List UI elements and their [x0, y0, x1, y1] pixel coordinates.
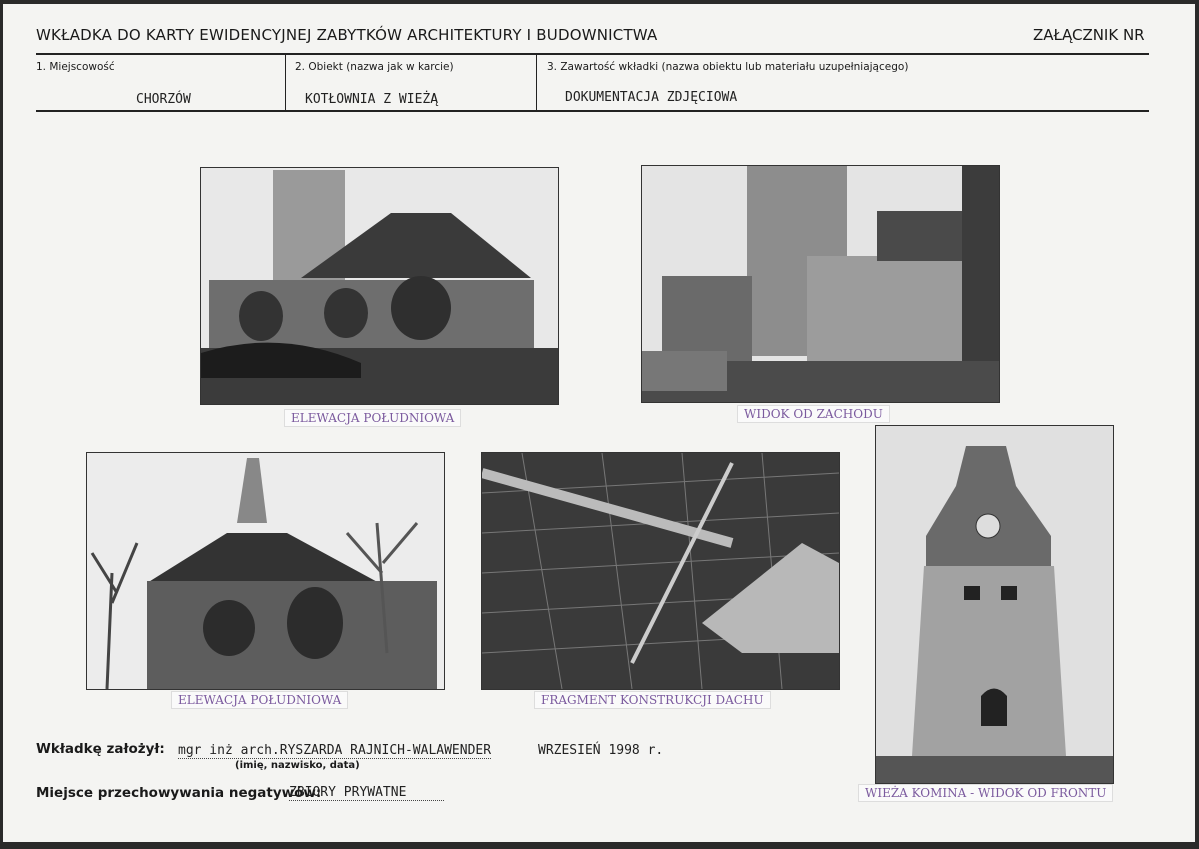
photo-south-elevation-1 — [200, 167, 559, 405]
photo-caption: WIEŻA KOMINA - WIDOK OD FRONTU — [858, 784, 1113, 802]
record-card-insert — [3, 4, 1195, 842]
photo-caption: WIDOK OD ZACHODU — [737, 405, 890, 423]
photo-caption: ELEWACJA POŁUDNIOWA — [171, 691, 348, 709]
place-label: 1. Miejscowość — [36, 61, 115, 73]
divider — [285, 54, 286, 110]
content-value: DOKUMENTACJA ZDJĘCIOWA — [565, 90, 738, 105]
negatives-value: ZBIORY PRYWATNE — [289, 785, 444, 801]
author-label: Wkładkę założył: — [36, 741, 165, 757]
photo-west-view — [641, 165, 1000, 403]
photo-south-elevation-2 — [86, 452, 445, 690]
date-value: WRZESIEŃ 1998 r. — [538, 743, 664, 758]
photo-caption: FRAGMENT KONSTRUKCJI DACHU — [534, 691, 771, 709]
object-value: KOTŁOWNIA Z WIEŻĄ — [305, 92, 439, 107]
divider — [536, 54, 537, 110]
object-label: 2. Obiekt (nazwa jak w karcie) — [295, 61, 454, 73]
negatives-label: Miejsce przechowywania negatywów: — [36, 785, 322, 801]
document-title: WKŁADKA DO KARTY EWIDENCYJNEJ ZABYTKÓW ARCHITEKTURY I BUDOWNICTWA — [36, 26, 658, 44]
author-value: mgr inż arch.RYSZARDA RAJNICH-WALAWENDER — [178, 743, 492, 758]
annex-label: ZAŁĄCZNIK NR — [1033, 26, 1145, 44]
divider — [36, 53, 1149, 55]
photo-roof-structure — [481, 452, 840, 690]
place-value: CHORZÓW — [136, 92, 191, 107]
photo-chimney-tower — [875, 425, 1114, 784]
divider — [36, 110, 1149, 112]
photo-caption: ELEWACJA POŁUDNIOWA — [284, 409, 461, 427]
author-hint: (imię, nazwisko, data) — [235, 760, 360, 771]
content-label: 3. Zawartość wkładki (nazwa obiektu lub materiału uzupełniającego) — [547, 61, 909, 73]
